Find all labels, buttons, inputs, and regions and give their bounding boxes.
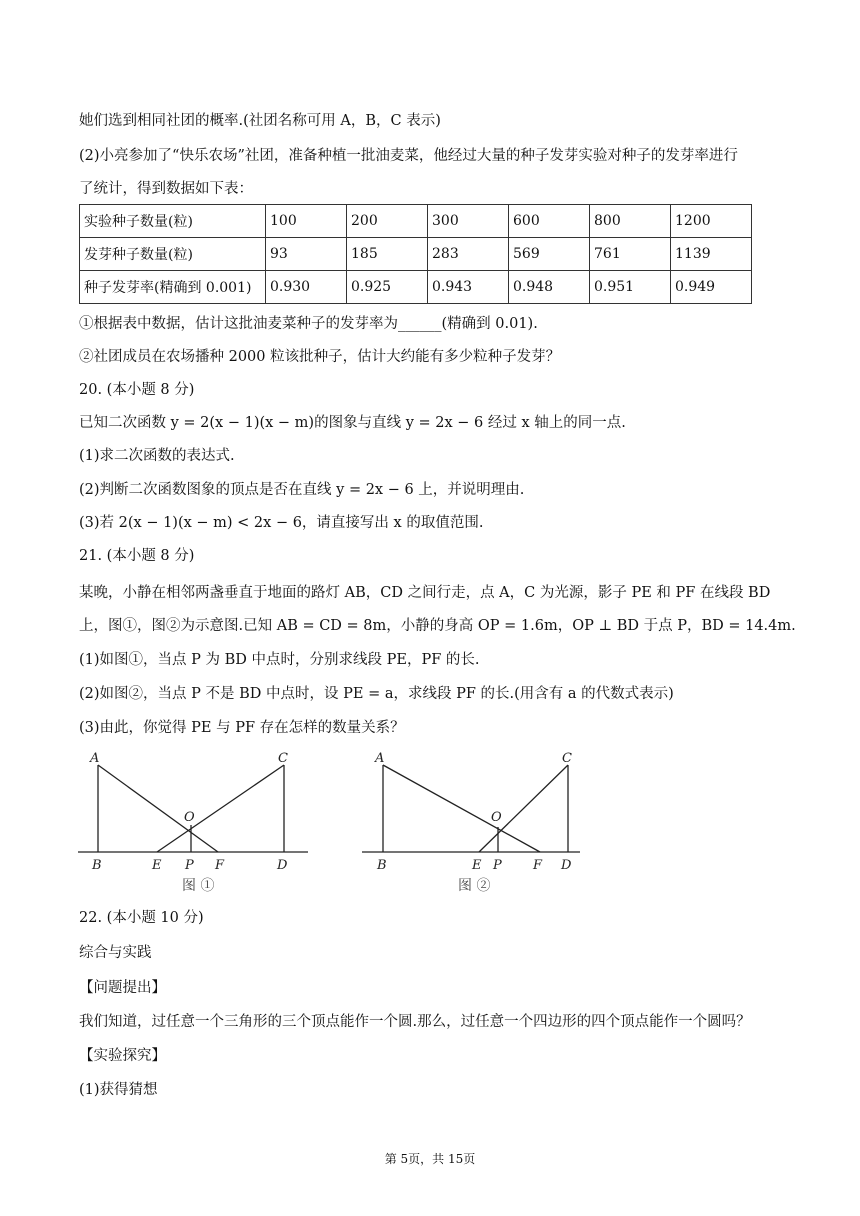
- table-cell: 实验种子数量(粒): [80, 205, 266, 238]
- figure-2: [362, 765, 580, 852]
- table-cell: 283: [428, 238, 509, 271]
- table-cell: 0.951: [590, 271, 671, 304]
- table-cell: 300: [428, 205, 509, 238]
- question-20-sub2: (2)判断二次函数图象的顶点是否在直线 y = 2x − 6 上，并说明理由.: [79, 482, 525, 498]
- label-c: C: [278, 751, 288, 766]
- section-title: 综合与实践: [79, 945, 152, 961]
- label-f: F: [533, 858, 543, 873]
- light-ray-af: [383, 765, 540, 852]
- question-19-part2-cont: 了统计，得到数据如下表：: [79, 181, 253, 197]
- question-20-sub1: (1)求二次函数的表达式.: [79, 448, 235, 464]
- light-ray-af: [98, 765, 218, 852]
- germination-table: [79, 204, 752, 304]
- table-row: [80, 205, 752, 238]
- table-cell: 发芽种子数量(粒): [80, 238, 266, 271]
- label-e: E: [472, 858, 482, 873]
- table-cell: 0.949: [671, 271, 752, 304]
- label-a: A: [90, 751, 100, 766]
- question-20-heading: 20. (本小题 8 分): [79, 382, 195, 398]
- table-cell: 0.930: [266, 271, 347, 304]
- question-20-sub3: (3)若 2(x − 1)(x − m) < 2x − 6，请直接写出 x 的取值范围.: [79, 515, 484, 531]
- table-cell: 0.943: [428, 271, 509, 304]
- question-22-stem: 我们知道，过任意一个三角形的三个顶点能作一个圆.那么，过任意一个四边形的四个顶点能作一个圆吗？: [79, 1014, 751, 1030]
- label-b: B: [92, 858, 102, 873]
- table-cell: 1200: [671, 205, 752, 238]
- label-p: P: [493, 858, 502, 873]
- question-21-sub2: (2)如图②，当点 P 不是 BD 中点时，设 PE = a，求线段 PF 的长.(用含有 a 的代数式表示): [79, 686, 674, 702]
- table-cell: 800: [590, 205, 671, 238]
- question-22-sub1: (1)获得猜想: [79, 1082, 158, 1098]
- figure-2-caption: 图 ②: [458, 878, 491, 894]
- question-21-stem-cont: 上，图①，图②为示意图.已知 AB = CD = 8m，小静的身高 OP = 1.6m，OP ⊥ BD 于点 P，BD = 14.4m.: [79, 618, 796, 634]
- label-b: B: [377, 858, 387, 873]
- table-row: [80, 271, 752, 304]
- table-cell: 0.948: [509, 271, 590, 304]
- label-a: A: [375, 751, 385, 766]
- figure-1: [78, 765, 308, 852]
- label-o: O: [184, 810, 195, 825]
- table-cell: 100: [266, 205, 347, 238]
- table-cell: 200: [347, 205, 428, 238]
- table-cell: 569: [509, 238, 590, 271]
- table-cell: 600: [509, 205, 590, 238]
- label-f: F: [215, 858, 225, 873]
- question-19-sub1: ①根据表中数据，估计这批油麦菜种子的发芽率为______(精确到 0.01).: [79, 316, 538, 332]
- question-22-heading: 22. (本小题 10 分): [79, 910, 204, 926]
- label-d: D: [561, 858, 572, 873]
- question-21-sub3: (3)由此，你觉得 PE 与 PF 存在怎样的数量关系？: [79, 720, 405, 736]
- figure-1-caption: 图 ①: [182, 878, 215, 894]
- label-o: O: [491, 810, 502, 825]
- question-20-stem: 已知二次函数 y = 2(x − 1)(x − m)的图象与直线 y = 2x − 6 经过 x 轴上的同一点.: [79, 415, 626, 431]
- section-heading-experiment: 【实验探究】: [79, 1048, 166, 1064]
- label-e: E: [152, 858, 162, 873]
- table-row: [80, 238, 752, 271]
- question-21-stem: 某晚，小静在相邻两盏垂直于地面的路灯 AB，CD 之间行走，点 A，C 为光源，影子 PE 和 PF 在线段 BD: [79, 585, 771, 601]
- page-footer: 第 5页，共 15页: [384, 1152, 476, 1166]
- question-21-heading: 21. (本小题 8 分): [79, 548, 195, 564]
- table-cell: 185: [347, 238, 428, 271]
- light-ray-ce: [157, 765, 284, 852]
- table-cell: 种子发芽率(精确到 0.001): [80, 271, 266, 304]
- table-cell: 0.925: [347, 271, 428, 304]
- question-19-fragment: 她们选到相同社团的概率.(社团名称可用 A，B，C 表示): [79, 113, 441, 129]
- light-ray-ce: [479, 765, 568, 852]
- section-heading-problem: 【问题提出】: [79, 980, 166, 996]
- question-21-sub1: (1)如图①，当点 P 为 BD 中点时，分别求线段 PE，PF 的长.: [79, 652, 480, 668]
- table-cell: 761: [590, 238, 671, 271]
- table-cell: 93: [266, 238, 347, 271]
- label-c: C: [562, 751, 572, 766]
- question-19-sub2: ②社团成员在农场播种 2000 粒该批种子，估计大约能有多少粒种子发芽？: [79, 349, 561, 365]
- street-lamp-figures: [74, 745, 594, 895]
- question-19-part2: (2)小亮参加了“快乐农场”社团，准备种植一批油麦菜，他经过大量的种子发芽实验对种子的发芽率进行: [79, 148, 738, 164]
- table-cell: 1139: [671, 238, 752, 271]
- label-d: D: [277, 858, 288, 873]
- label-p: P: [185, 858, 194, 873]
